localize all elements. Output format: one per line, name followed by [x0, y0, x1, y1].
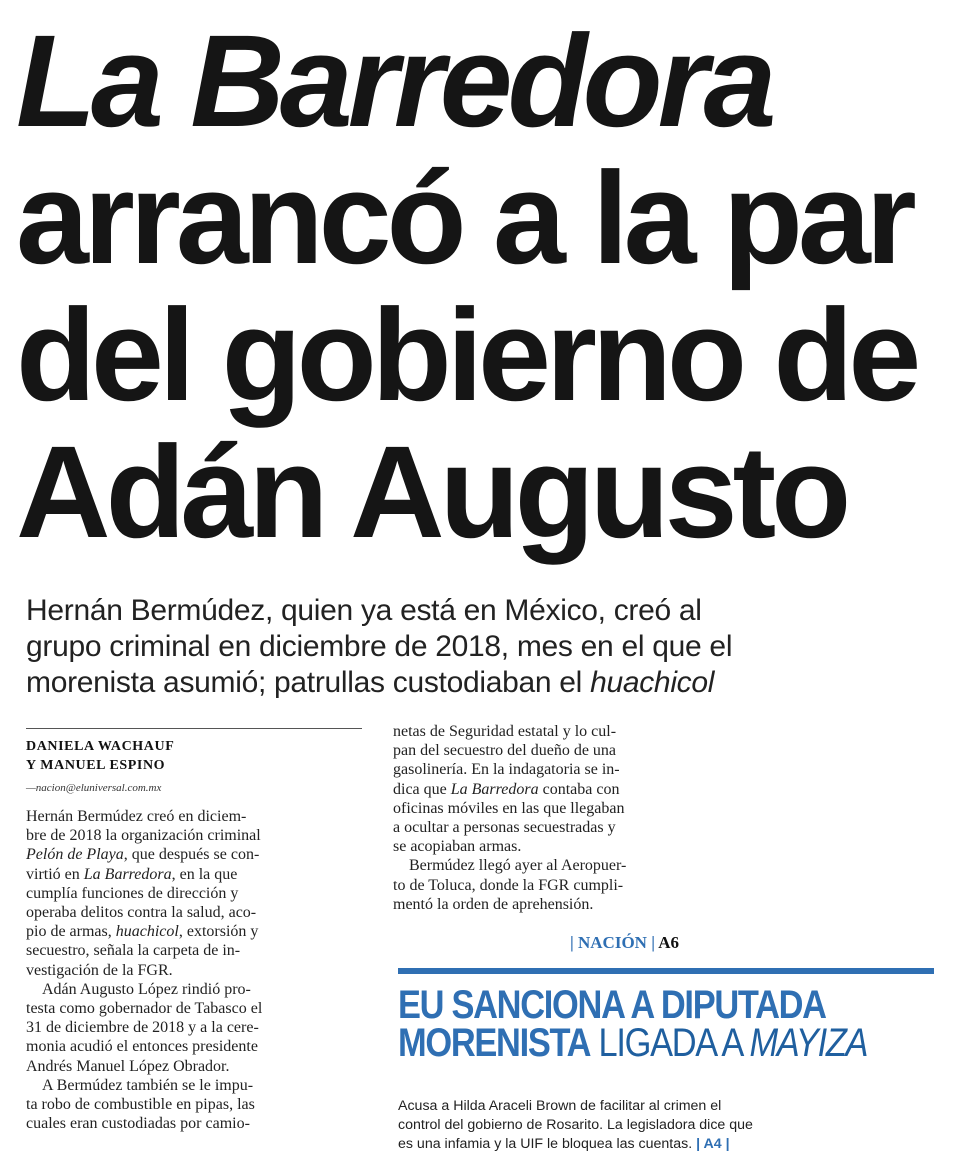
body-text: contaba con: [538, 780, 620, 798]
body-line: vestigación de la FGR.: [26, 961, 173, 979]
sidebar-deck-line: control del gobierno de Rosarito. La legisladora dice que: [398, 1117, 753, 1133]
body-line: oficinas móviles en las que llegaban: [393, 799, 625, 817]
headline-line-1: La Barredora: [16, 7, 772, 154]
deck-line-3-text: morenista asumió; patrullas custodiaban el: [26, 666, 591, 699]
body-line: a ocultar a personas secuestradas y: [393, 819, 616, 837]
body-line: mentó la orden de aprehensión.: [393, 895, 594, 913]
body-line: A Bermúdez también se le impu-: [42, 1076, 254, 1094]
body-line: gasolinería. En la indagatoria se in-: [393, 761, 620, 779]
section-bar: |: [570, 933, 574, 952]
section-reference[interactable]: [570, 933, 679, 953]
deck-line-3-italic: huachicol: [590, 666, 715, 699]
body-line: [26, 845, 366, 864]
body-line: secuestro, señala la carpeta de in-: [26, 942, 241, 960]
sidebar-deck-line: [398, 1135, 938, 1154]
sidebar-headline-light: LIGADA A: [590, 1021, 750, 1065]
body-text: pio de armas,: [26, 923, 116, 941]
deck-line-1: Hernán Bermúdez, quien ya está en México, creó al: [26, 594, 702, 627]
sidebar-divider: [398, 968, 934, 974]
body-line: Adán Augusto López rindió pro-: [42, 980, 251, 998]
article-column-1: [26, 807, 366, 1133]
body-line: cumplía funciones de dirección y: [26, 884, 239, 902]
byline-author-2: Y MANUEL ESPINO: [26, 758, 166, 773]
body-line: se acopiaban armas.: [393, 838, 522, 856]
body-italic: huachicol: [115, 923, 179, 941]
body-line: [26, 865, 366, 884]
sidebar-deck-text: es una infamia y la UIF le bloquea las cuentas.: [398, 1136, 693, 1152]
sidebar-headline-line-1: EU SANCIONA A DIPUTADA: [398, 983, 826, 1027]
headline-deck: [26, 593, 956, 701]
sidebar-headline-line-2: [398, 1021, 880, 1065]
body-line: ta robo de combustible en pipas, las: [26, 1096, 255, 1114]
body-line: Hernán Bermúdez creó en diciem-: [26, 808, 247, 825]
sidebar-headline-bold: MORENISTA: [398, 1021, 591, 1065]
body-text: , en la que: [171, 865, 238, 883]
body-line: 31 de diciembre de 2018 y a la cere-: [26, 1019, 259, 1037]
body-text: , que después se con-: [123, 846, 260, 864]
headline-line-4: Adán Augusto: [16, 418, 847, 565]
body-line: testa como gobernador de Tabasco el: [26, 1000, 263, 1018]
article-column-2: [393, 722, 738, 914]
sidebar-deck-line: Acusa a Hilda Araceli Brown de facilitar al crimen el: [398, 1098, 722, 1114]
byline: [26, 737, 366, 775]
body-line: [26, 922, 366, 941]
section-bar: |: [651, 933, 655, 952]
section-page: A6: [658, 933, 680, 952]
deck-line-2: grupo criminal en diciembre de 2018, mes en el que el: [26, 630, 733, 663]
byline-email: —nacion@eluniversal.com.mx: [26, 782, 162, 794]
sidebar-headline: [398, 983, 880, 1065]
body-line: Andrés Manuel López Obrador.: [26, 1057, 230, 1075]
headline-line-2: arrancó a la par: [16, 144, 912, 291]
body-line: pan del secuestro del dueño de una: [393, 742, 617, 760]
body-text: , extorsión y: [178, 923, 259, 941]
body-line: to de Toluca, donde la FGR cumpli-: [393, 876, 624, 894]
body-line: Bermúdez llegó ayer al Aeropuer-: [409, 857, 627, 875]
byline-divider: [26, 728, 362, 729]
body-line: monia acudió el entonces presidente: [26, 1038, 258, 1056]
body-line: cuales eran custodiadas por camio-: [26, 1115, 250, 1133]
body-italic: Pelón de Playa: [26, 846, 124, 864]
body-text: dica que: [393, 780, 451, 798]
body-italic: La Barredora: [83, 865, 172, 883]
byline-author-1: DANIELA WACHAUF: [26, 739, 175, 754]
body-italic: La Barredora: [450, 780, 539, 798]
body-line: [393, 780, 738, 799]
headline-line-3: del gobierno de: [16, 281, 917, 428]
sidebar-deck: [398, 1097, 938, 1154]
sidebar-headline-italic: MAYIZA: [749, 1021, 868, 1065]
main-headline: [16, 7, 956, 565]
body-text: virtió en: [26, 865, 84, 883]
body-line: operaba delitos contra la salud, aco-: [26, 904, 257, 922]
sidebar-page-reference[interactable]: | A4 |: [696, 1136, 730, 1152]
body-line: bre de 2018 la organización criminal: [26, 827, 261, 845]
deck-line-3: [26, 665, 956, 701]
section-name: NACIÓN: [578, 933, 647, 952]
body-line: netas de Seguridad estatal y lo cul-: [393, 723, 617, 740]
